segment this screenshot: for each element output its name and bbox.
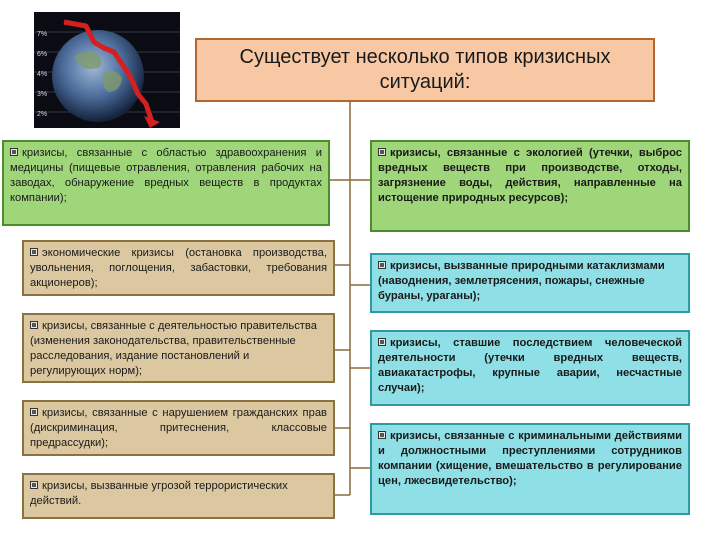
crisis-text: кризисы, ставшие последствием человеческой деятельности (утечки вредных веществ, авиакатастрофы, крупные аварии, несчастные случаи); (378, 337, 682, 394)
svg-text:7%: 7% (37, 31, 48, 38)
svg-text:4%: 4% (37, 71, 48, 78)
square-bullet-icon (378, 148, 386, 156)
svg-text:6%: 6% (37, 51, 48, 58)
crisis-text: кризисы, связанные с областью здравоохранения и медицины (пищевые отравления, отравления рабочих на заводах, обнаружение вредных веществ в продуктах компании); (10, 147, 322, 204)
crisis-text: экономические кризисы (остановка производства, увольнения, поглощения, забастовки, требования акционеров); (30, 247, 327, 289)
crisis-text: кризисы, связанные с экологией (утечки, выброс вредных веществ при производстве, отходы, загрязнение воды, действия, направленные на истощение природных ресурсов); (378, 147, 682, 204)
crisis-text: кризисы, вызванные угрозой террористических действий. (30, 480, 288, 507)
globe-graph-icon (34, 12, 180, 128)
crisis-text: кризисы, связанные с криминальными действиями и должностными преступлениями сотрудников компании (хищение, вмешательство в регулирование цен, лжесвидетельство); (378, 430, 682, 487)
crisis-box-criminal (370, 423, 690, 515)
crisis-text: кризисы, связанные с нарушением гражданских прав (дискриминация, притеснения, классовые предрассудки); (30, 407, 327, 449)
svg-text:2%: 2% (37, 111, 48, 118)
square-bullet-icon (378, 261, 386, 269)
crisis-box-ecology (370, 140, 690, 232)
crisis-box-health (2, 140, 330, 226)
square-bullet-icon (378, 338, 386, 346)
page-title: Существует несколько типов кризисных ситуаций: (239, 46, 611, 93)
globe-image (34, 12, 180, 128)
crisis-box-human-activity (370, 330, 690, 406)
square-bullet-icon (30, 248, 38, 256)
crisis-box-economic (22, 240, 335, 296)
crisis-text: кризисы, вызванные природными катаклизмами (наводнения, землетрясения, пожары, снежные бураны, ураганы); (378, 260, 665, 302)
crisis-box-civil-rights (22, 400, 335, 456)
square-bullet-icon (10, 148, 18, 156)
square-bullet-icon (378, 431, 386, 439)
title-box (195, 38, 655, 102)
crisis-box-natural (370, 253, 690, 313)
square-bullet-icon (30, 481, 38, 489)
svg-text:3%: 3% (37, 91, 48, 98)
crisis-box-government (22, 313, 335, 383)
crisis-box-terrorism (22, 473, 335, 519)
square-bullet-icon (30, 408, 38, 416)
square-bullet-icon (30, 321, 38, 329)
crisis-text: кризисы, связанные с деятельностью правительства (изменения законодательства, правительственные расследования, издание постановлений и регулирующих норм); (30, 320, 317, 377)
